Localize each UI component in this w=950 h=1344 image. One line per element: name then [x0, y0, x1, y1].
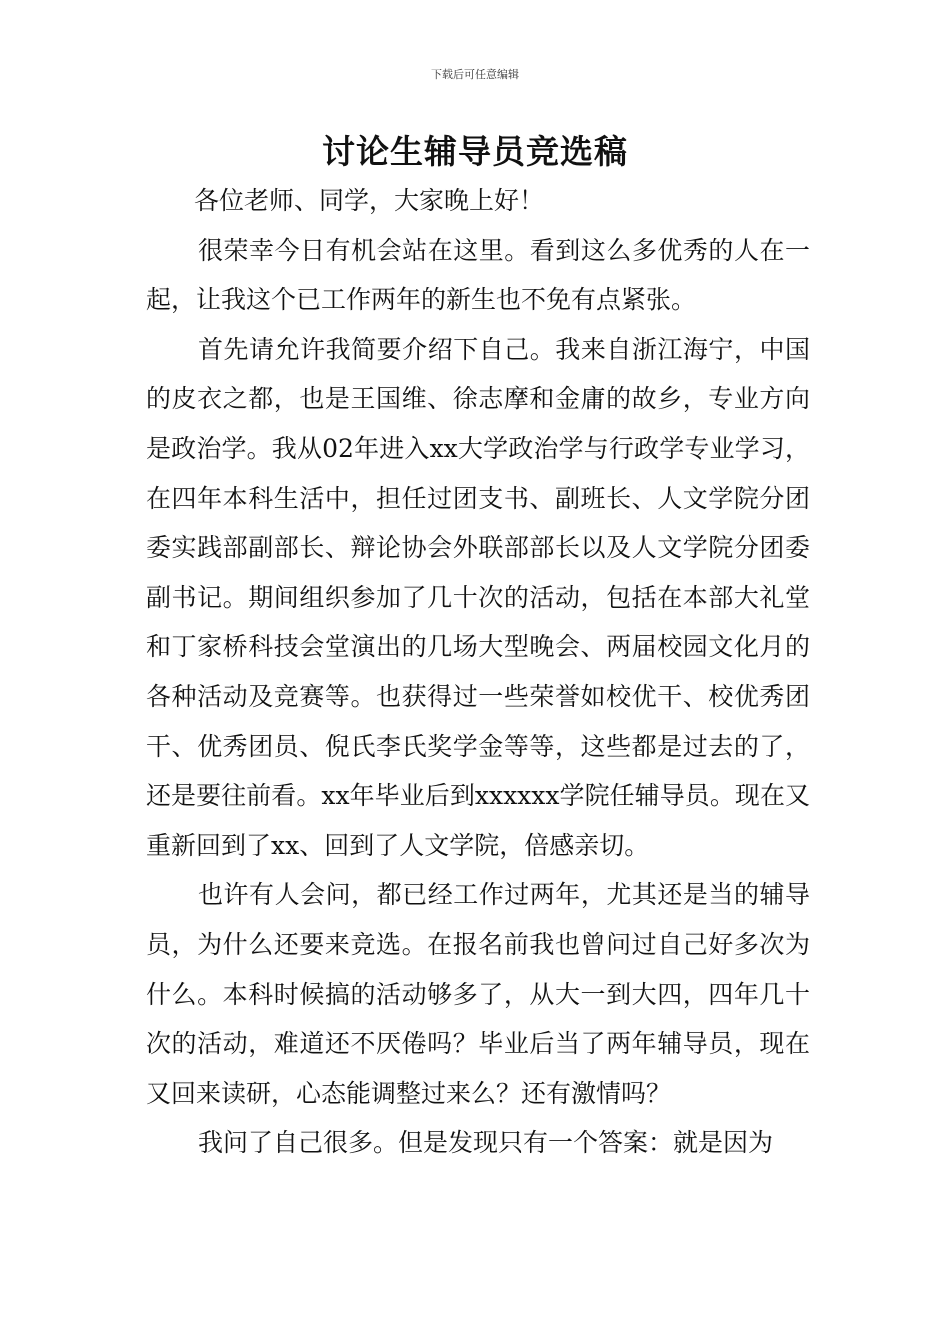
body-paragraph: 也许有人会问，都已经工作过两年，尤其还是当的辅导员，为什么还要来竞选。在报名前我也曾问过自己好多次为什么。本科时候搞的活动够多了，从大一到大四，四年几十次的活动，难道还不厌倦吗？毕业后当了两年辅导员，现在又回来读研，心态能调整过来么？还有激情吗？: [146, 880, 810, 1108]
document-body: [146, 176, 810, 1168]
document-title: 讨论生辅导员竞选稿: [322, 132, 628, 171]
body-paragraph: 很荣幸今日有机会站在这里。看到这么多优秀的人在一起，让我这个已工作两年的新生也不免有点紧张。: [146, 235, 810, 315]
header-note: 下载后可任意编辑: [431, 68, 519, 81]
body-paragraph: 首先请允许我简要介绍下自己。我来自浙江海宁，中国的皮衣之都，也是王国维、徐志摩和金庸的故乡，专业方向是政治学。我从02年进入xx大学政治学与行政学专业学习，在四年本科生活中，担任过团支书、副班长、人文学院分团委实践部副部长、辩论协会外联部部长以及人文学院分团委副书记。期间组织参加了几十次的活动，包括在本部大礼堂和丁家桥科技会堂演出的几场大型晚会、两届校园文化月的各种活动及竞赛等。也获得过一些荣誉如校优干、校优秀团干、优秀团员、倪氏李氏奖学金等等，这些都是过去的了，还是要往前看。xx年毕业后到xxxxxx学院任辅导员。现在又重新回到了xx、回到了人文学院，倍感亲切。: [146, 334, 810, 860]
body-paragraph: 我问了自己很多。但是发现只有一个答案：就是因为: [198, 1128, 774, 1158]
greeting-paragraph: 各位老师、同学，大家晚上好！: [194, 186, 545, 215]
